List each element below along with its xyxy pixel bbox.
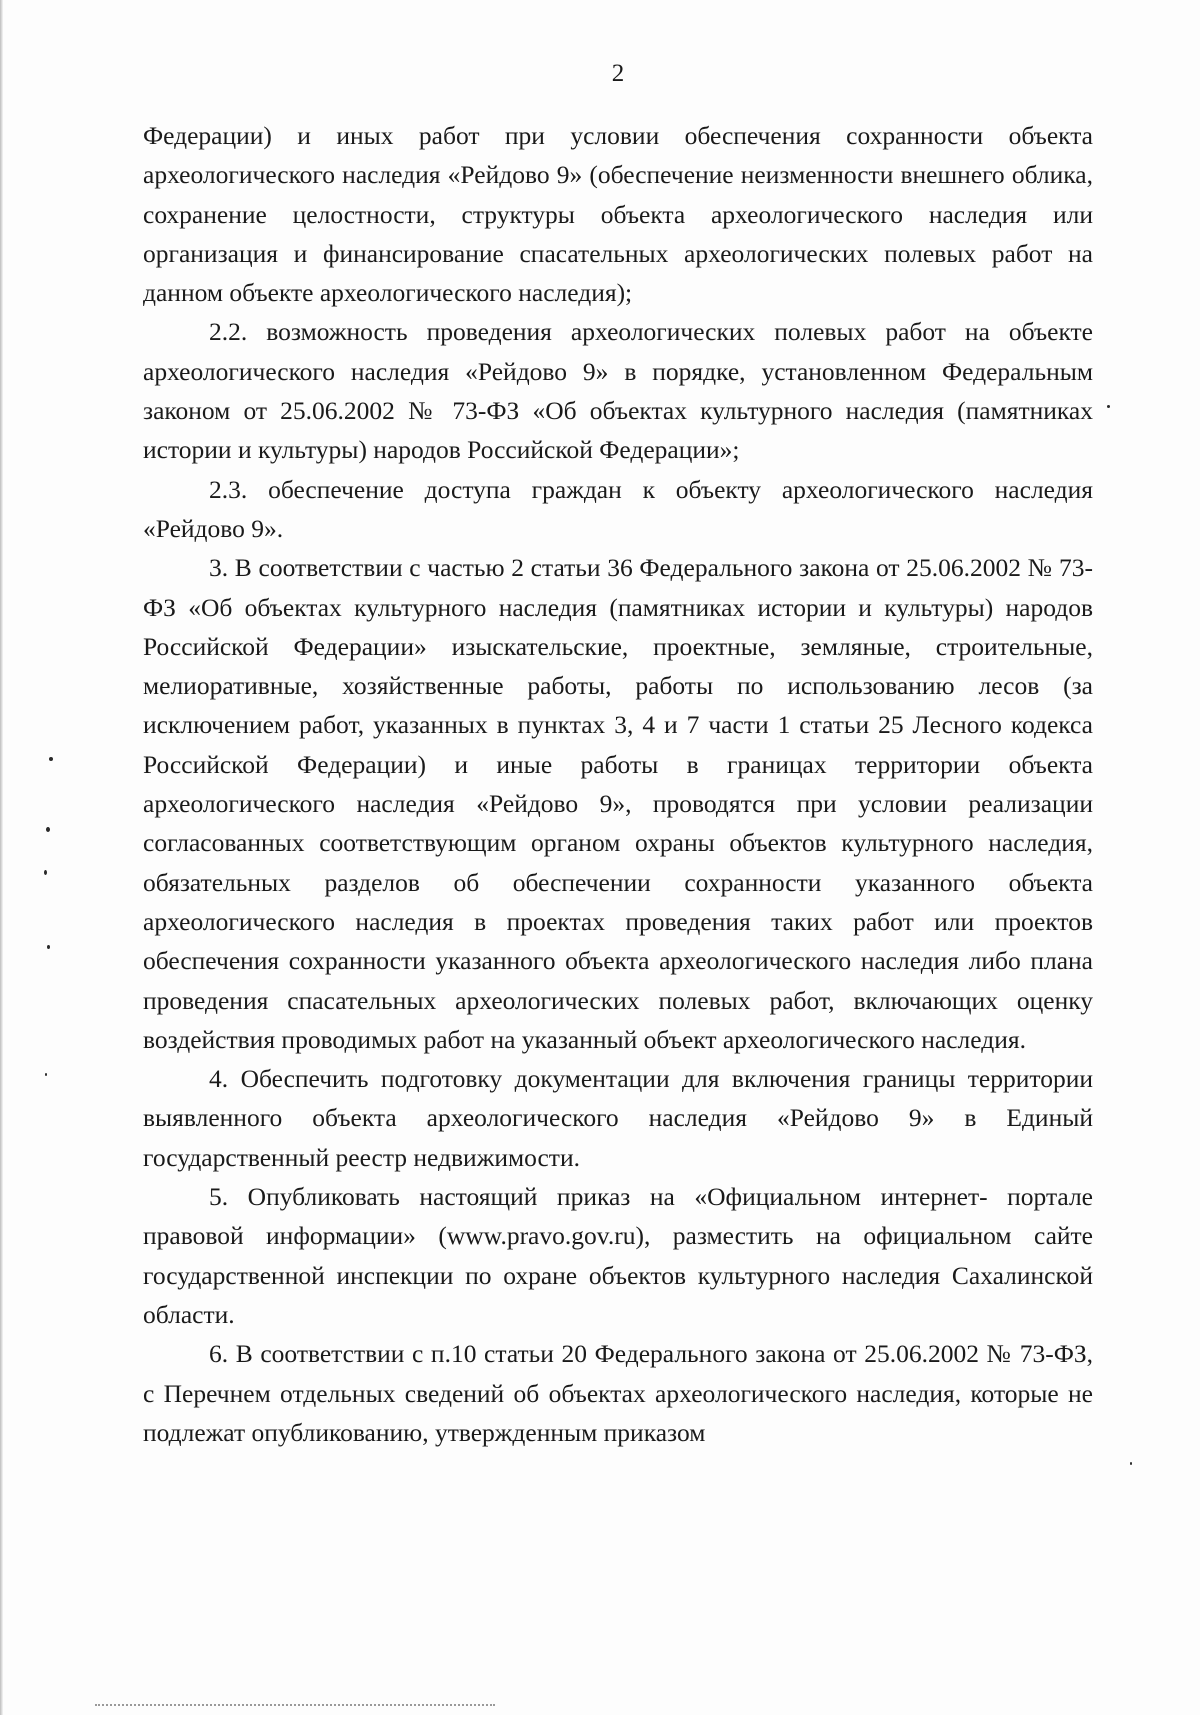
scan-bottom-edge	[95, 1704, 495, 1706]
scan-speck	[1107, 405, 1110, 408]
scan-speck	[49, 757, 53, 761]
paragraph-6: 6. В соответствии с п.10 статьи 20 Федерального закона от 25.06.2002 № 73-ФЗ, с Перечнем отдельных сведений об объектах археологического наследия, которые не подлежат опубликованию, утвержденным приказом	[143, 1339, 1093, 1447]
page-number: 2	[611, 60, 625, 87]
scan-speck	[47, 945, 50, 949]
paragraph-3: 3. В соответствии с частью 2 статьи 36 Федерального закона от 25.06.2002 № 73-ФЗ «Об объектах культурного наследия (памятниках истории и культуры) народов Российской Федерации» изыскательские, проектные, земляные, строительные, мелиоративные, хозяйственные работы, работы по использованию лесов (за исключением работ, указанных в пунктах 3, 4 и 7 части 1 статьи 25 Лесного кодекса Российской Федерации) и иные работы в границах территории объекта археологического наследия «Рейдово 9», проводятся при условии реализации согласованных соответствующим органом охраны объектов культурного наследия, обязательных разделов об обеспечении сохранности указанного объекта археологического наследия в проектах проведения таких работ или проектов обеспечения сохранности указанного объекта археологического наследия либо плана проведения спасательных археологических полевых работ, включающих оценку воздействия проводимых работ на указанный объект археологического наследия.	[143, 553, 1093, 1054]
paragraph-2-3: 2.3. обеспечение доступа граждан к объекту археологического наследия «Рейдово 9».	[143, 474, 1093, 543]
paragraph-5: 5. Опубликовать настоящий приказ на «Официальном интернет- портале правовой информации» (www.pravo.gov.ru), разместить на официальном сайте государственной инспекции по охране объектов культурного наследия Сахалинской области.	[143, 1182, 1093, 1329]
scan-speck	[1130, 1462, 1132, 1465]
scan-speck	[44, 870, 47, 875]
scan-left-edge	[0, 0, 3, 1715]
paragraph-continuation: Федерации) и иных работ при условии обеспечения сохранности объекта археологического наследия «Рейдово 9» (обеспечение неизменности внешнего облика, сохранение целостности, структуры объекта археологического наследия или организация и финансирование спасательных археологических полевых работ на данном объекте археологического наследия);	[143, 121, 1093, 308]
document-body	[143, 116, 1093, 1452]
scan-speck	[46, 827, 50, 832]
scan-speck	[45, 1073, 47, 1076]
paragraph-4: 4. Обеспечить подготовку документации для включения границы территории выявленного объекта археологического наследия «Рейдово 9» в Единый государственный реестр недвижимости.	[143, 1064, 1093, 1172]
paragraph-2-2: 2.2. возможность проведения археологических полевых работ на объекте археологического наследия «Рейдово 9» в порядке, установленном Федеральным законом от 25.06.2002 № 73-ФЗ «Об объектах культурного наследия (памятниках истории и культуры) народов Российской Федерации»;	[143, 317, 1093, 465]
